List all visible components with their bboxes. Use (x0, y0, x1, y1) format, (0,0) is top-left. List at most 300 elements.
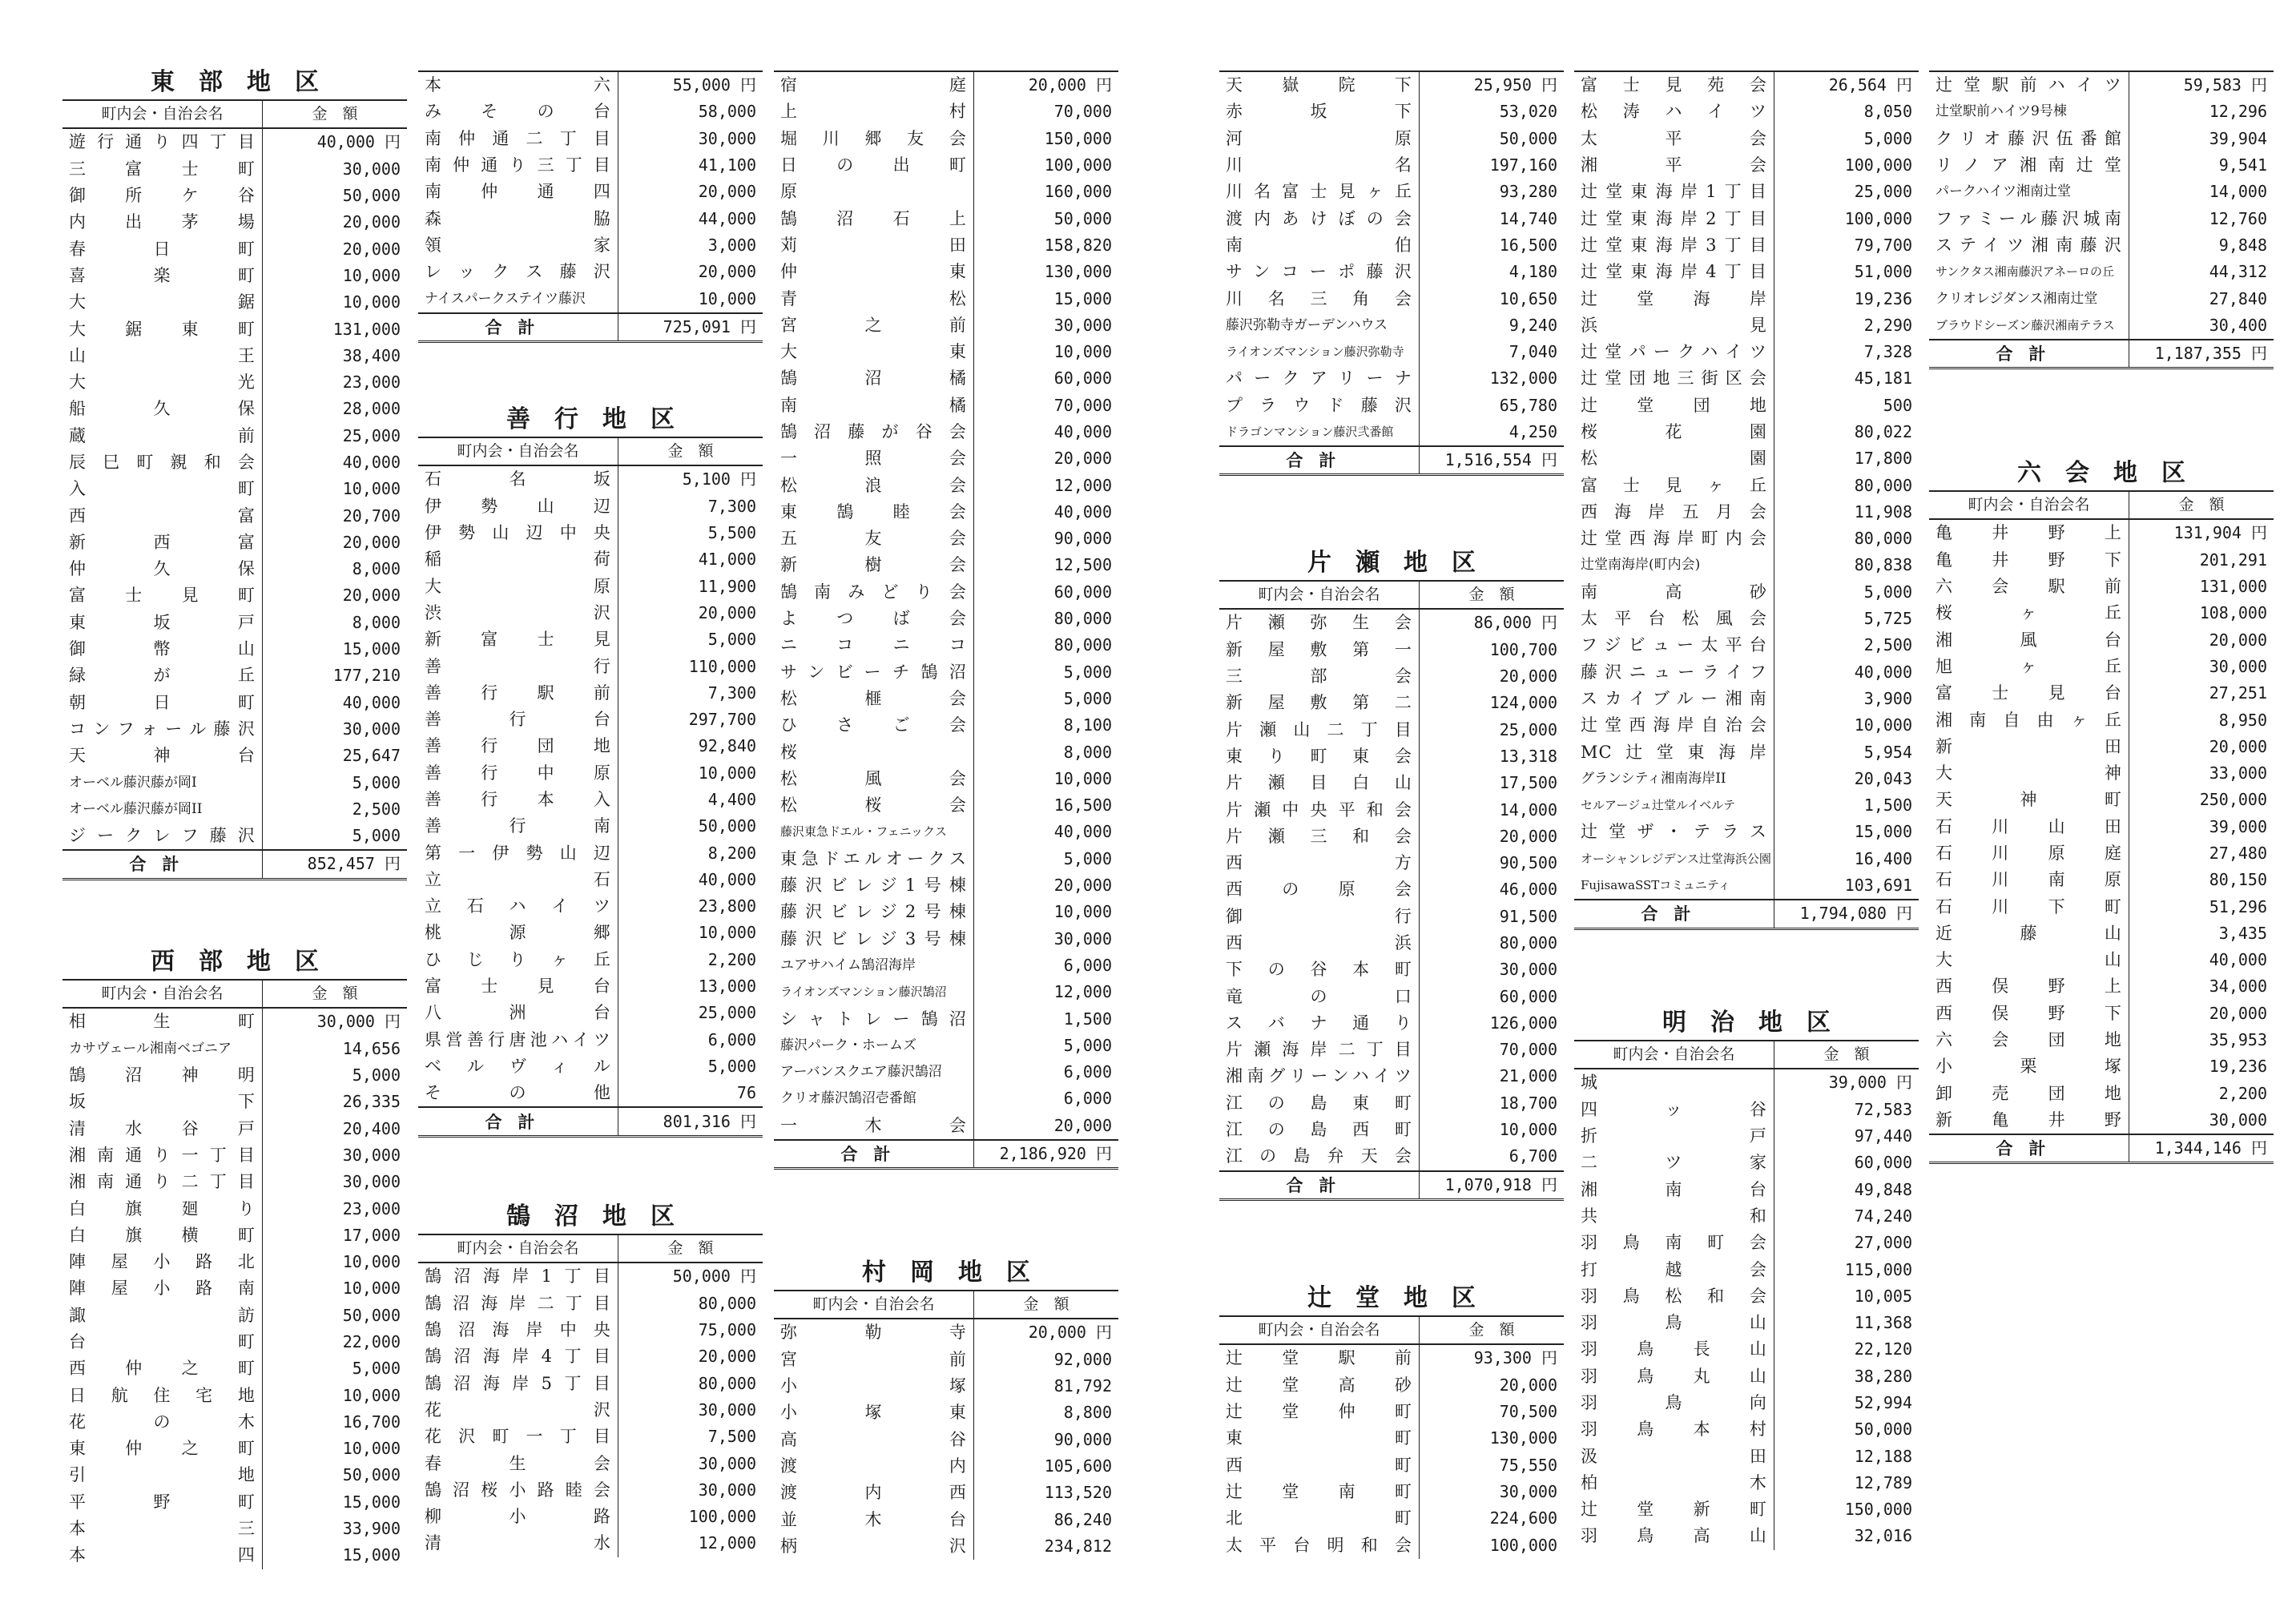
amount-value: 14,656 (262, 1036, 407, 1062)
table-row (774, 872, 1118, 899)
table-row (62, 823, 407, 850)
association-name: 堀川郷友会 (780, 128, 967, 148)
amount-value: 80,150 (2129, 867, 2274, 893)
table-row (62, 502, 407, 529)
table-row (62, 1036, 407, 1062)
association-name: 藤沢ニューライフ (1581, 662, 1767, 682)
table-row (62, 236, 407, 262)
association-name: ニコニコ (780, 635, 967, 655)
amount-value: 17,500 (1419, 770, 1564, 796)
table-row (774, 152, 1118, 179)
amount-value: 41,100 (618, 152, 763, 179)
table-row (1219, 179, 1564, 205)
association-name: 鵠南みどり会 (780, 582, 967, 602)
amount-value: 130,000 (1419, 1425, 1564, 1452)
total-row (1929, 340, 2274, 368)
table-row (1219, 1452, 1564, 1478)
amount-value: 50,000 (262, 1462, 407, 1488)
amount-value: 10,000 (973, 899, 1118, 925)
table-row (1219, 1117, 1564, 1143)
amount-value: 9,240 (1419, 312, 1564, 339)
amount-value: 5,725 (1774, 606, 1919, 632)
table-row (1574, 71, 1919, 99)
table-row (774, 205, 1118, 232)
amount-value: 22,000 (262, 1329, 407, 1355)
district-block (1929, 70, 2274, 369)
table-row (62, 449, 407, 476)
table-row (62, 1115, 407, 1142)
association-name: 渡内 (780, 1456, 967, 1476)
association-name: 西富 (69, 505, 256, 526)
amount-value: 13,318 (1419, 743, 1564, 770)
header-row (62, 980, 407, 1008)
table-row (1574, 686, 1919, 712)
amount-value: 5,000 (973, 1033, 1118, 1059)
amount-value: 126,000 (1419, 1010, 1564, 1037)
table-row (1219, 1479, 1564, 1505)
amount-value: 33,000 (2129, 760, 2274, 787)
association-name: 南伯 (1226, 235, 1412, 255)
association-name: 羽鳥山 (1581, 1313, 1767, 1333)
table-row (1929, 626, 2274, 653)
table-row (418, 626, 763, 653)
association-name: 東り町東会 (1226, 746, 1412, 766)
amount-value: 80,022 (1774, 419, 1919, 445)
table-row (1574, 312, 1919, 339)
association-name: 仲東 (780, 262, 967, 282)
name-col-header: 町内会・自治会名 (1219, 1316, 1419, 1344)
table-row (774, 71, 1118, 99)
association-name: 善行台 (425, 710, 611, 730)
amount-value: 150,000 (1774, 1496, 1919, 1523)
table-row (62, 1089, 407, 1115)
association-name: 鵠沼橘 (780, 368, 967, 389)
table-row (1574, 1390, 1919, 1416)
name-col-header: 町内会・自治会名 (1574, 1041, 1774, 1069)
donation-table (62, 99, 407, 880)
table-row (774, 312, 1118, 339)
association-name: 江の島西町 (1226, 1120, 1412, 1140)
association-name: 鵠沼海岸二丁目 (425, 1293, 611, 1313)
table-row (418, 126, 763, 152)
association-name: 湘南通り一丁目 (69, 1145, 256, 1165)
association-name: 石川山田 (1935, 816, 2122, 836)
table-row (1574, 365, 1919, 392)
association-name: 藤沢ビレジ1号棟 (780, 876, 967, 896)
total-label: 合計 (1219, 446, 1419, 475)
amount-value: 103,691 (1774, 872, 1919, 900)
table-row (774, 792, 1118, 819)
table-row (1929, 947, 2274, 973)
table-row (62, 1169, 407, 1195)
association-name: 近藤山 (1935, 923, 2122, 943)
association-name: 辻堂東海岸3丁目 (1581, 235, 1767, 255)
association-name: 相生町 (69, 1012, 256, 1032)
amount-value: 8,800 (973, 1399, 1118, 1426)
amount-value: 4,180 (1419, 259, 1564, 285)
association-name: 浜見 (1581, 315, 1767, 335)
total-amount: 1,070,918 円 (1419, 1171, 1564, 1200)
association-name: 鵠沼桜小路睦会 (425, 1480, 611, 1500)
table-row (1929, 1107, 2274, 1134)
table-row (418, 787, 763, 813)
table-row (62, 662, 407, 689)
association-name: 五友会 (780, 529, 967, 549)
association-name: 天神町 (1935, 790, 2122, 810)
table-row (1219, 1505, 1564, 1532)
association-name: 西方 (1226, 853, 1412, 873)
association-name: 陣屋小路北 (69, 1252, 256, 1272)
association-name: 富士見町 (69, 586, 256, 606)
association-name: 柄沢 (780, 1536, 967, 1556)
amount-value: 160,000 (973, 179, 1118, 205)
table-row (62, 289, 407, 316)
amount-value: 8,000 (262, 610, 407, 636)
amount-value: 150,000 (973, 126, 1118, 152)
association-name: 新亀井野 (1935, 1110, 2122, 1130)
amount-value: 30,000 円 (262, 1008, 407, 1035)
amount-value: 27,480 (2129, 840, 2274, 867)
association-name: 四ッ谷 (1581, 1099, 1767, 1119)
table-row (418, 1450, 763, 1476)
amount-value: 16,500 (1419, 232, 1564, 259)
table-row (1929, 707, 2274, 733)
table-row (62, 396, 407, 422)
table-row (1929, 205, 2274, 232)
amount-value: 60,000 (973, 579, 1118, 606)
table-row (774, 659, 1118, 686)
table-row (1574, 819, 1919, 845)
association-name: 羽鳥南町会 (1581, 1233, 1767, 1253)
table-row (1219, 930, 1564, 956)
amount-value: 10,000 (973, 339, 1118, 365)
association-name: 新西富 (69, 532, 256, 552)
amount-col-header: 金 額 (262, 100, 407, 128)
table-row (1219, 365, 1564, 392)
table-row (1574, 659, 1919, 686)
association-name: フジビュー太平台 (1581, 635, 1767, 655)
association-name: 辻堂駅前ハイツ (1935, 75, 2122, 95)
amount-value: 3,435 (2129, 920, 2274, 947)
association-name: 善行中原 (425, 763, 611, 783)
amount-value: 20,000 円 (973, 71, 1118, 99)
table-row (1219, 690, 1564, 716)
amount-value: 44,312 (2129, 259, 2274, 285)
amount-value: 2,500 (262, 796, 407, 823)
table-row (1574, 445, 1919, 472)
amount-value: 70,500 (1419, 1399, 1564, 1425)
total-row (418, 313, 763, 342)
amount-value: 5,000 (1774, 579, 1919, 606)
table-row (1574, 606, 1919, 632)
association-name: ファミール藤沢城南 (1935, 208, 2122, 228)
amount-value: 20,000 (2129, 626, 2274, 653)
association-name: 江の島東町 (1226, 1093, 1412, 1113)
table-row (1219, 1090, 1564, 1117)
amount-value: 10,000 (1774, 712, 1919, 739)
table-row (774, 686, 1118, 712)
association-name: 松浪会 (780, 475, 967, 495)
association-name: 春日町 (69, 239, 256, 259)
amount-value: 30,000 (618, 1397, 763, 1424)
table-row (1219, 824, 1564, 850)
total-amount: 725,091 円 (618, 313, 763, 342)
table-row (1219, 770, 1564, 796)
association-name: 本三 (69, 1519, 256, 1539)
association-name: 藤沢弥勒寺ガーデンハウス (1226, 316, 1388, 333)
table-row (62, 183, 407, 209)
table-row (774, 1113, 1118, 1140)
amount-value: 10,000 (262, 1275, 407, 1302)
association-name: 江の島弁天会 (1226, 1146, 1412, 1166)
association-name: 大山 (1935, 950, 2122, 970)
amount-value: 76 (618, 1080, 763, 1107)
amount-value: 6,700 (1419, 1143, 1564, 1170)
amount-value: 100,700 (1419, 637, 1564, 663)
association-name: 富士見台 (425, 977, 611, 997)
association-name: 善行駅前 (425, 683, 611, 703)
association-name: 赤坂下 (1226, 102, 1412, 122)
donation-table (418, 1234, 763, 1557)
table-row (1219, 285, 1564, 312)
amount-value: 34,000 (2129, 973, 2274, 1000)
table-row (62, 1516, 407, 1542)
table-row (1929, 519, 2274, 546)
association-name: 大東 (780, 342, 967, 362)
amount-value: 22,120 (1774, 1336, 1919, 1363)
table-row (774, 1533, 1118, 1560)
total-label: 合計 (1574, 900, 1774, 928)
table-row (418, 733, 763, 759)
amount-value: 110,000 (618, 653, 763, 679)
amount-col-header: 金 額 (1774, 1041, 1919, 1069)
association-name: プラウド藤沢 (1226, 395, 1412, 415)
association-name: 辻堂東海岸2丁目 (1581, 208, 1767, 228)
association-name: 片瀬目白山 (1226, 773, 1412, 793)
association-name: サンビーチ鵠沼 (780, 662, 967, 682)
table-row (62, 1222, 407, 1249)
association-name: 西俣野下 (1935, 1003, 2122, 1023)
table-row (418, 680, 763, 707)
amount-value: 80,000 (1419, 930, 1564, 956)
amount-value: 15,000 (262, 1489, 407, 1516)
association-name: 蔵前 (69, 425, 256, 445)
table-row (1219, 126, 1564, 152)
amount-value: 44,000 (618, 205, 763, 232)
amount-value: 6,000 (973, 1085, 1118, 1112)
table-row (62, 716, 407, 743)
association-name: 新富士見 (425, 630, 611, 650)
association-name: 一木会 (780, 1115, 967, 1135)
amount-value: 26,564 円 (1774, 71, 1919, 99)
table-row (774, 499, 1118, 526)
total-row (1929, 1134, 2274, 1163)
table-row (62, 796, 407, 823)
total-label: 合計 (1929, 340, 2129, 368)
amount-value: 124,000 (1419, 690, 1564, 716)
amount-value: 12,760 (2129, 205, 2274, 232)
amount-value: 45,181 (1774, 365, 1919, 392)
amount-value: 20,000 (262, 209, 407, 236)
association-name: 三富士町 (69, 159, 256, 179)
table-row (1219, 312, 1564, 339)
amount-col-header: 金 額 (973, 1291, 1118, 1319)
table-row (1574, 205, 1919, 232)
amount-value: 15,000 (262, 636, 407, 662)
association-name: 二ツ家 (1581, 1153, 1767, 1173)
table-row (418, 1343, 763, 1370)
table-row (774, 766, 1118, 792)
table-row (1574, 1069, 1919, 1096)
association-name: 片瀬弥生会 (1226, 613, 1412, 633)
table-row (62, 1409, 407, 1436)
association-name: 御所ケ谷 (69, 186, 256, 206)
district-block (1219, 70, 1564, 476)
association-name: 辻堂ザ・テラス (1581, 822, 1767, 842)
name-col-header: 町内会・自治会名 (418, 437, 618, 465)
association-name: サンクタス湘南藤沢アネーロの丘 (1935, 264, 2115, 280)
association-name: 湘南通り二丁目 (69, 1172, 256, 1192)
total-row (418, 1107, 763, 1136)
association-name: 六会団地 (1935, 1030, 2122, 1050)
table-row (62, 769, 407, 795)
table-row (62, 582, 407, 609)
table-row (774, 1059, 1118, 1085)
table-row (418, 1291, 763, 1317)
table-row (774, 1005, 1118, 1032)
amount-value: 86,240 (973, 1506, 1118, 1532)
association-name: スカイブルー湘南 (1581, 688, 1767, 708)
amount-value: 52,994 (1774, 1390, 1919, 1416)
total-label: 合計 (418, 1107, 618, 1136)
header-row (774, 1291, 1118, 1319)
table-row (418, 205, 763, 232)
association-name: ブラウドシーズン藤沢湘南テラス (1935, 317, 2115, 332)
association-name: 太平台松風会 (1581, 609, 1767, 629)
amount-value: 40,000 (973, 819, 1118, 845)
association-name: 南高砂 (1581, 582, 1767, 602)
district-block (1219, 546, 1564, 1201)
table-row (418, 520, 763, 546)
amount-value: 80,000 (618, 1370, 763, 1396)
amount-value: 30,000 (262, 1142, 407, 1169)
association-name: パークハイツ湘南辻堂 (1935, 183, 2071, 200)
amount-value: 80,000 (1774, 472, 1919, 498)
amount-value: 21,000 (1419, 1063, 1564, 1089)
table-row (1929, 285, 2274, 312)
table-row (62, 156, 407, 183)
association-name: 大鋸 (69, 292, 256, 312)
amount-value: 10,000 (262, 476, 407, 502)
amount-value: 30,000 (973, 312, 1118, 339)
table-row (1574, 526, 1919, 552)
amount-value: 10,000 (262, 1436, 407, 1462)
amount-value: 9,541 (2129, 152, 2274, 179)
table-row (1574, 472, 1919, 498)
association-name: 羽鳥向 (1581, 1393, 1767, 1412)
table-row (774, 339, 1118, 365)
amount-value: 50,000 (262, 1303, 407, 1329)
association-name: 石川原庭 (1935, 844, 2122, 863)
table-row (1929, 734, 2274, 760)
table-row (1929, 99, 2274, 125)
amount-value: 80,000 (618, 1291, 763, 1317)
amount-value: 75,000 (618, 1317, 763, 1343)
association-name: 石名坂 (425, 469, 611, 489)
total-amount: 2,186,920 円 (973, 1140, 1118, 1169)
association-name: 清水谷戸 (69, 1118, 256, 1138)
table-row (1219, 1399, 1564, 1425)
association-name: 領家 (425, 235, 611, 255)
amount-value: 20,400 (262, 1115, 407, 1142)
table-row (1929, 760, 2274, 787)
association-name: 朝日町 (69, 692, 256, 712)
table-row (418, 973, 763, 1000)
amount-value: 131,000 (2129, 574, 2274, 600)
association-name: 羽鳥丸山 (1581, 1366, 1767, 1386)
association-name: 渡内西 (780, 1483, 967, 1503)
table-row (62, 1489, 407, 1516)
association-name: 日航住宅地 (69, 1385, 256, 1405)
amount-col-header: 金 額 (262, 980, 407, 1008)
table-row (1574, 792, 1919, 819)
association-name: 柳小路 (425, 1507, 611, 1527)
association-name: 藤沢パーク・ホームズ (780, 1037, 916, 1053)
amount-value: 234,812 (973, 1533, 1118, 1560)
table-row (1219, 956, 1564, 983)
table-row (418, 867, 763, 893)
association-name: 湘風台 (1935, 630, 2122, 650)
amount-value: 12,789 (1774, 1470, 1919, 1496)
amount-value: 97,440 (1774, 1123, 1919, 1150)
amount-value: 7,040 (1419, 339, 1564, 365)
table-row (1219, 1010, 1564, 1037)
association-name: リノア湘南辻堂 (1935, 155, 2122, 175)
association-name: 伊勢山辺中央 (425, 523, 611, 543)
table-row (418, 99, 763, 125)
amount-value: 100,000 (1419, 1532, 1564, 1558)
table-row (1929, 259, 2274, 285)
district-title: 村岡地区 (862, 1259, 1054, 1287)
amount-value: 5,000 (262, 1355, 407, 1382)
name-col-header: 町内会・自治会名 (418, 1234, 618, 1263)
table-row (62, 423, 407, 449)
table-row (1574, 1097, 1919, 1123)
association-name: 辻堂南海岸(町内会) (1581, 557, 1701, 574)
table-row (62, 1382, 407, 1408)
table-row (774, 126, 1118, 152)
donation-table (1929, 490, 2274, 1164)
amount-value: 40,000 (618, 867, 763, 893)
amount-value: 14,740 (1419, 205, 1564, 232)
association-name: 花の木 (69, 1412, 256, 1432)
amount-value: 5,000 (262, 769, 407, 795)
association-name: 竜の口 (1226, 986, 1412, 1006)
table-row (418, 1053, 763, 1080)
district-block (1219, 1282, 1564, 1559)
table-row (1574, 1230, 1919, 1256)
table-row (1219, 983, 1564, 1009)
total-row (1574, 900, 1919, 928)
table-row (774, 526, 1118, 552)
table-row (1929, 893, 2274, 920)
association-name: 立石ハイツ (425, 896, 611, 916)
table-row (1929, 1081, 2274, 1107)
table-row (1219, 663, 1564, 690)
association-name: 辻堂南町 (1226, 1481, 1412, 1501)
association-name: 辻堂駅前ハイツ9号棟 (1935, 103, 2067, 120)
table-row (418, 760, 763, 787)
